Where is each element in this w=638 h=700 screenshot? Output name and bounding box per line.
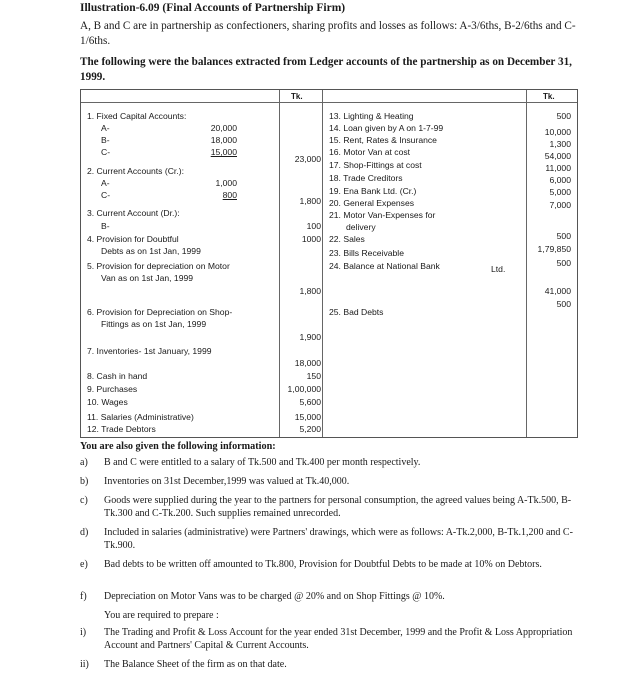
fca-c-label: C- [101,147,111,157]
column-divider [322,90,323,437]
ledger-item-18-amount: 6,000 [549,175,571,185]
column-divider [526,90,527,437]
required-item-label: i) [80,627,87,638]
ledger-item-22: 22. Sales [329,234,365,244]
ledger-item-23-amount: 500 [556,258,571,268]
fca-b-label: B- [101,135,110,145]
wages-label: 10. Wages [87,397,128,407]
header-divider [81,102,577,103]
ledger-item-16: 16. Motor Van at cost [329,147,411,157]
inventories-amount: 18,000 [294,358,321,368]
info-item-text: Inventories on 31st December,1999 was valued at Tk.40,000. [104,476,350,487]
ledger-item-14: 14. Loan given by A on 1-7-99 [329,123,444,133]
balances-heading: The following were the balances extracted from Ledger accounts of the partnership as on December 31, 1999. [80,56,572,83]
column-divider [279,90,280,437]
intro-paragraph: A, B and C are in partnership as confectioners, sharing profits and losses as follows: A-3/6ths, B-2/6ths and C-1/6ths. [80,20,576,47]
info-item-text: Goods were supplied during the year to the partners for personal consumption, the agreed values being A-Tk.500, B-Tk.300 and C-Tk.200. Such supplies remained unrecorded. [104,495,572,519]
current-dr-label: 3. Current Account (Dr.): [87,208,180,218]
info-item-text: B and C were entitled to a salary of Tk.500 and Tk.400 per month respectively. [104,457,421,468]
cur-a-label: A- [101,178,110,188]
salaries-label: 11. Salaries (Administrative) [87,412,194,422]
ledger-item-19: 19. Ena Bank Ltd. (Cr.) [329,186,417,196]
ledger-item-24: 24. Balance at National Bank [329,261,440,271]
info-item-label: c) [80,495,88,506]
required-heading: You are required to prepare : [104,610,219,621]
ledger-item-13-amount: 500 [556,111,571,121]
fixed-capital-label: 1. Fixed Capital Accounts: [87,111,187,121]
ledger-item-25: 25. Bad Debts [329,307,384,317]
ledger-item-21-amount: 500 [556,231,571,241]
information-heading: You are also given the following information: [80,441,276,452]
cur-dr-b-amount: 100 [306,221,321,231]
prov-doubtful-label-cont: Debts as on 1st Jan, 1999 [101,246,201,256]
ledger-item-24-amount: 41,000 [544,286,571,296]
ledger-item-16-amount: 54,000 [544,151,571,161]
info-item-text: Included in salaries (administrative) were Partners' drawings, which were as follows: A-Tk.2,000, B-Tk.1,200 and C-Tk.900. [104,527,573,551]
cur-c-amount: 800 [222,190,237,200]
prov-dep-motor-label-cont: Van as on 1st Jan, 1999 [101,273,194,283]
fca-a-label: A- [101,123,110,133]
required-item-label: ii) [80,659,89,670]
info-item-label: e) [80,559,88,570]
cur-cr-total: 1,800 [299,196,321,206]
ledger-item-18: 18. Trade Creditors [329,173,403,183]
info-item-text: Bad debts to be written off amounted to Tk.800, Provision for Doubtful Debts to be made at 10% on Debtors. [104,559,542,570]
ledger-item-15-amount: 1,300 [549,139,571,149]
info-item-text: Depreciation on Motor Vans was to be charged @ 20% and on Shop Fittings @ 10%. [104,591,445,602]
ledger-item-25-amount: 500 [556,299,571,309]
prov-dep-motor-label: 5. Provision for depreciation on Motor [87,261,230,271]
ledger-item-19-amount: 5,000 [549,187,571,197]
ledger-item-15: 15. Rent, Rates & Insurance [329,135,437,145]
fca-b-amount: 18,000 [210,135,237,145]
info-item-label: a) [80,457,88,468]
cur-dr-b-label: B- [101,221,110,231]
required-item-text: The Balance Sheet of the firm as on that date. [104,659,287,670]
current-cr-label: 2. Current Accounts (Cr.): [87,166,184,176]
purchases-label: 9. Purchases [87,384,138,394]
info-item-label: f) [80,591,87,602]
salaries-amount: 15,000 [294,412,321,422]
prov-dep-motor-amount: 1,800 [299,286,321,296]
inventories-label: 7. Inventories- 1st January, 1999 [87,346,212,356]
prov-doubtful-label: 4. Provision for Doubtful [87,234,179,244]
prov-dep-shop-amount: 1,900 [299,332,321,342]
ledger-item-23: 23. Bills Receivable [329,248,404,258]
cash-amount: 150 [306,371,321,381]
ledger-item-14-amount: 10,000 [544,127,571,137]
debtors-amount: 5,200 [299,424,321,434]
currency-header-left: Tk. [291,92,303,101]
info-item-label: d) [80,527,89,538]
prov-dep-shop-label-cont: Fittings as on 1st Jan, 1999 [101,319,207,329]
ledger-item-22-amount: 1,79,850 [537,244,571,254]
info-item-label: b) [80,476,89,487]
ledger-item-17-amount: 11,000 [545,163,571,173]
ledger-item-17: 17. Shop-Fittings at cost [329,160,422,170]
ledger-item-24-suffix: Ltd. [491,264,506,274]
ledger-balances-table [80,89,578,438]
cur-c-label: C- [101,190,111,200]
debtors-label: 12. Trade Debtors [87,424,156,434]
ledger-item-21-cont: delivery [346,222,376,232]
ledger-item-21: 21. Motor Van-Expenses for [329,210,436,220]
fca-a-amount: 20,000 [210,123,237,133]
ledger-item-20: 20. General Expenses [329,198,415,208]
prov-doubtful-amount: 1000 [301,234,321,244]
illustration-title: Illustration-6.09 (Final Accounts of Partnership Firm) [80,2,346,14]
purchases-amount: 1,00,000 [287,384,321,394]
cash-label: 8. Cash in hand [87,371,148,381]
ledger-item-13: 13. Lighting & Heating [329,111,414,121]
fca-c-amount: 15,000 [210,147,237,157]
wages-amount: 5,600 [299,397,321,407]
prov-dep-shop-label: 6. Provision for Depreciation on Shop- [87,307,233,317]
required-item-text: The Trading and Profit & Loss Account for the year ended 31st December, 1999 and the Profit & Loss Appropriation Account and Partners' Capital & Current Accounts. [104,627,573,651]
ledger-item-20-amount: 7,000 [549,200,571,210]
cur-a-amount: 1,000 [215,178,237,188]
currency-header-right: Tk. [543,92,555,101]
fca-total: 23,000 [294,154,321,164]
